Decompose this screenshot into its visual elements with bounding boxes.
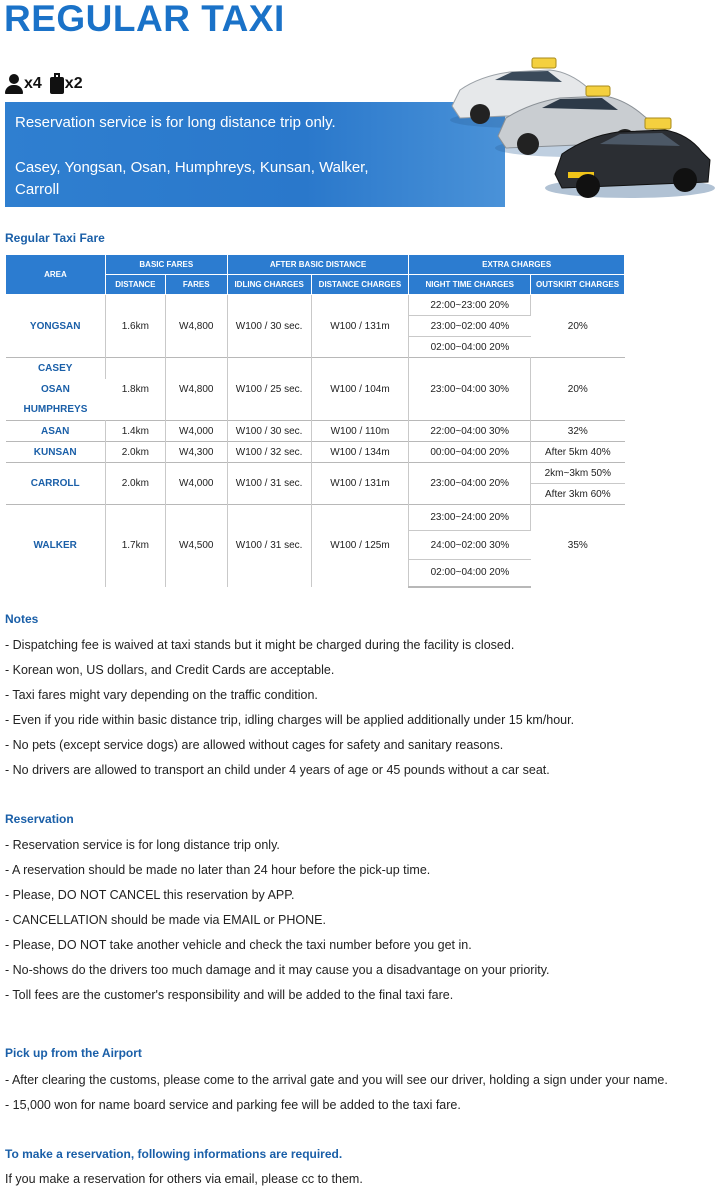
- list-item: - No drivers are allowed to transport an child under 4 years of age or 45 pounds without a car seat.: [5, 763, 550, 777]
- header-extra: EXTRA CHARGES: [409, 255, 625, 275]
- outskirt-cell: 20%: [531, 358, 625, 421]
- night-cell: 23:00~02:00 40%: [409, 316, 531, 337]
- distance-charge-cell: W100 / 125m: [311, 505, 409, 587]
- header-fares: FARES: [165, 275, 227, 295]
- make-reservation-text: If you make a reservation for others via email, please cc to them.: [5, 1172, 363, 1186]
- idling-cell: W100 / 30 sec.: [227, 295, 311, 358]
- night-cell: 00:00~04:00 20%: [409, 442, 531, 463]
- distance-cell: 1.8km: [105, 358, 165, 421]
- pickup-list: [5, 1068, 668, 1118]
- outskirt-cell: 32%: [531, 421, 625, 442]
- reservation-title: Reservation: [5, 812, 74, 826]
- table-row: [6, 505, 625, 531]
- page-title: REGULAR TAXI: [4, 0, 285, 39]
- list-item: - No pets (except service dogs) are allowed without cages for safety and sanitary reasons.: [5, 738, 504, 752]
- outskirt-cell: 2km~3km 50%: [531, 463, 625, 484]
- distance-cell: 2.0km: [105, 463, 165, 505]
- table-row: [6, 463, 625, 484]
- night-cell: 22:00~23:00 20%: [409, 295, 531, 316]
- header-outskirt: OUTSKIRT CHARGES: [531, 275, 625, 295]
- table-row: [6, 442, 625, 463]
- idling-cell: W100 / 32 sec.: [227, 442, 311, 463]
- idling-cell: W100 / 30 sec.: [227, 421, 311, 442]
- distance-cell: 2.0km: [105, 442, 165, 463]
- fare-cell: W4,800: [165, 295, 227, 358]
- pickup-title: Pick up from the Airport: [5, 1046, 142, 1060]
- header-night: NIGHT TIME CHARGES: [409, 275, 531, 295]
- distance-charge-cell: W100 / 110m: [311, 421, 409, 442]
- fare-cell: W4,800: [165, 358, 227, 421]
- distance-charge-cell: W100 / 131m: [311, 295, 409, 358]
- table-row: [6, 421, 625, 442]
- header-area: AREA: [6, 255, 106, 295]
- banner-line-2: Casey, Yongsan, Osan, Humphreys, Kunsan, Walker, Carroll: [15, 159, 369, 198]
- idling-cell: W100 / 31 sec.: [227, 463, 311, 505]
- list-item: - 15,000 won for name board service and parking fee will be added to the taxi fare.: [5, 1098, 461, 1112]
- area-cell: KUNSAN: [6, 442, 106, 463]
- header-distance: DISTANCE: [105, 275, 165, 295]
- night-cell: 24:00~02:00 30%: [409, 531, 531, 560]
- table-row: [6, 295, 625, 316]
- banner-line-1: Reservation service is for long distance trip only.: [15, 114, 336, 131]
- fare-section-title: Regular Taxi Fare: [5, 231, 105, 245]
- idling-cell: W100 / 31 sec.: [227, 505, 311, 587]
- passenger-count: x4: [24, 75, 42, 92]
- luggage-count: x2: [64, 75, 83, 92]
- taxi-cars-image: [440, 48, 715, 208]
- person-icon: [5, 73, 23, 95]
- make-reservation-title: To make a reservation, following informations are required.: [5, 1147, 343, 1161]
- night-cell: 23:00~04:00 20%: [409, 463, 531, 505]
- header-idling: IDLING CHARGES: [227, 275, 311, 295]
- area-cell: YONGSAN: [6, 295, 106, 358]
- night-cell: 23:00~24:00 20%: [409, 505, 531, 531]
- list-item: - Taxi fares might vary depending on the traffic condition.: [5, 688, 318, 702]
- distance-charge-cell: W100 / 134m: [311, 442, 409, 463]
- area-cell: WALKER: [6, 505, 106, 587]
- header-basic-fares: BASIC FARES: [105, 255, 227, 275]
- capacity-row: [5, 72, 83, 96]
- list-item: - Even if you ride within basic distance trip, idling charges will be applied additionally under 15 km/hour.: [5, 713, 575, 727]
- header-distance-charges: DISTANCE CHARGES: [311, 275, 409, 295]
- table-row: [6, 358, 625, 379]
- notes-list: [5, 633, 574, 783]
- night-cell: 02:00~04:00 20%: [409, 337, 531, 358]
- fare-cell: W4,000: [165, 463, 227, 505]
- list-item: - After clearing the customs, please come to the arrival gate and you will see our driver, holding a sign under your name.: [5, 1073, 668, 1087]
- area-cell: OSAN: [40, 383, 70, 395]
- night-cell: 22:00~04:00 30%: [409, 421, 531, 442]
- fare-table: [5, 254, 625, 588]
- fare-cell: W4,300: [165, 442, 227, 463]
- header-after-basic: AFTER BASIC DISTANCE: [227, 255, 409, 275]
- fare-cell: W4,500: [165, 505, 227, 587]
- list-item: - A reservation should be made no later than 24 hour before the pick-up time.: [5, 863, 431, 877]
- night-cell: 02:00~04:00 20%: [409, 560, 531, 587]
- info-banner: [5, 102, 505, 207]
- reservation-list: [5, 833, 550, 1008]
- area-cell: ASAN: [6, 421, 106, 442]
- list-item: - Korean won, US dollars, and Credit Cards are acceptable.: [5, 663, 335, 677]
- outskirt-cell: After 3km 60%: [531, 484, 625, 505]
- distance-cell: 1.4km: [105, 421, 165, 442]
- list-item: - CANCELLATION should be made via EMAIL or PHONE.: [5, 913, 326, 927]
- list-item: - Toll fees are the customer's responsibility and will be added to the final taxi fare.: [5, 988, 454, 1002]
- idling-cell: W100 / 25 sec.: [227, 358, 311, 421]
- distance-charge-cell: W100 / 104m: [311, 358, 409, 421]
- list-item: - No-shows do the drivers too much damage and it may cause you a disadvantage on your priority.: [5, 963, 550, 977]
- night-cell: 23:00~04:00 30%: [409, 358, 531, 421]
- area-cell: CARROLL: [6, 463, 106, 505]
- luggage-icon: [50, 73, 64, 95]
- distance-cell: 1.7km: [105, 505, 165, 587]
- outskirt-cell: After 5km 40%: [531, 442, 625, 463]
- list-item: - Please, DO NOT take another vehicle and check the taxi number before you get in.: [5, 938, 472, 952]
- area-cell: CASEY: [6, 358, 106, 379]
- list-item: - Dispatching fee is waived at taxi stands but it might be charged during the facility is closed.: [5, 638, 515, 652]
- distance-charge-cell: W100 / 131m: [311, 463, 409, 505]
- area-cell: HUMPHREYS: [23, 404, 88, 416]
- outskirt-cell: 35%: [531, 505, 625, 587]
- distance-cell: 1.6km: [105, 295, 165, 358]
- list-item: - Reservation service is for long distance trip only.: [5, 838, 280, 852]
- outskirt-cell: 20%: [531, 295, 625, 358]
- fare-cell: W4,000: [165, 421, 227, 442]
- notes-title: Notes: [5, 612, 39, 626]
- list-item: - Please, DO NOT CANCEL this reservation by APP.: [5, 888, 295, 902]
